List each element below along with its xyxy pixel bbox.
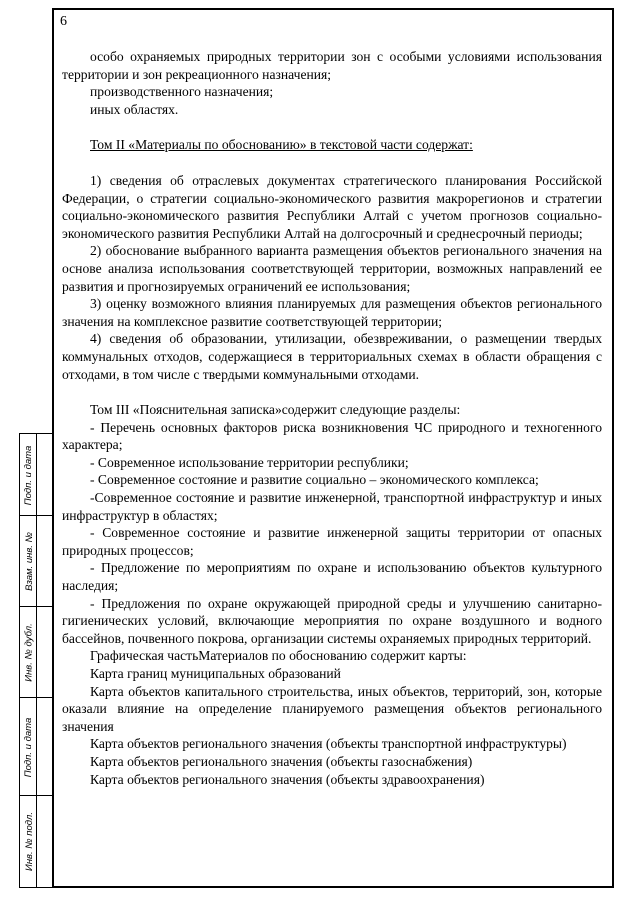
list-item: -Современное состояние и развитие инженерной, транспортной инфраструктур и иных инфраструктур в областях; — [62, 490, 602, 523]
list-item: 2) обоснование выбранного варианта размещения объектов регионального значения на основе анализа использования соответствующей территории, возможных направлений ее развития и прогнозируемых ограничений ее использования; — [62, 243, 602, 294]
list-item: - Предложение по мероприятиям по охране и использованию объектов культурного наследия; — [62, 560, 602, 594]
list-item: - Современное состояние и развитие социально – экономического комплекса; — [90, 472, 539, 488]
graphics-heading: Графическая частьМатериалов по обоснованию содержит карты: — [90, 648, 467, 664]
map-item: Карта объектов капитального строительства, иных объектов, территорий, зон, которые оказали влияние на определение планируемого размещения объектов регионального значения — [62, 683, 602, 734]
map-item: Карта границ муниципальных образований — [90, 666, 341, 681]
document-body — [62, 48, 602, 788]
list-item: 1) сведения об отраслевых документах стратегического планирования Российской Федерации, о стратегии социально-экономического развития макрорегионов и стратегии социально-экономического развития Республики Алтай с учетом прогнозов социально-экономического развития Республики Алтай на долгосрочный и среднесрочный периоды; — [62, 172, 602, 241]
map-item: Карта объектов регионального значения (объекты газоснабжения) — [90, 753, 473, 769]
side-stamp — [19, 433, 52, 888]
stamp-vzam-inv: Взам. инв. № — [23, 532, 35, 591]
section-heading-vol2: Том II «Материалы по обоснованию» в текстовой части содержат: — [90, 137, 473, 153]
stamp-sign-date-2: Подп. и дата — [23, 717, 35, 777]
stamp-inv-podl: Инв. № подл. — [23, 812, 35, 871]
list-item: 3) оценку возможного влияния планируемых для размещения объектов регионального значения на комплексное развитие соответствующей территории; — [62, 296, 602, 329]
list-item: 4) сведения об образовании, утилизации, обезвреживании, о размещении твердых коммунальных отходов, содержащиеся в территориальных схемах в области обращения с отходами, в том числе с твердыми коммунальными отходами. — [62, 331, 602, 382]
stamp-sign-date-1: Подп. и дата — [23, 445, 35, 505]
list-item: - Перечень основных факторов риска возникновения ЧС природного и техногенного характера; — [62, 419, 602, 453]
section-heading-vol3: Том III «Пояснительная записка»содержит следующие разделы: — [90, 402, 461, 418]
paragraph: производственного назначения; — [90, 84, 274, 100]
map-item: Карта объектов регионального значения (объекты транспортной инфраструктуры) — [90, 736, 567, 752]
list-item: - Современное использование территории республики; — [90, 454, 409, 470]
paragraph: иных областях. — [90, 101, 179, 117]
list-item: - Предложения по охране окружающей природной среды и улучшению санитарно-гигиенических условий, включающие мероприятия по охране воздушного и водного бассейнов, почвенного покрова, организации системы охраняемых природных территорий. — [62, 595, 602, 646]
paragraph: особо охраняемых природных территории зон с особыми условиями использования территории и зон рекреационного назначения; — [62, 49, 602, 82]
list-item: - Современное состояние и развитие инженерной защиты территории от опасных природных процессов; — [62, 525, 602, 558]
page-number: 6 — [60, 14, 67, 29]
map-item: Карта объектов регионального значения (объекты здравоохранения) — [90, 771, 485, 787]
stamp-inv-dubl: Инв. № дубл. — [23, 623, 35, 682]
